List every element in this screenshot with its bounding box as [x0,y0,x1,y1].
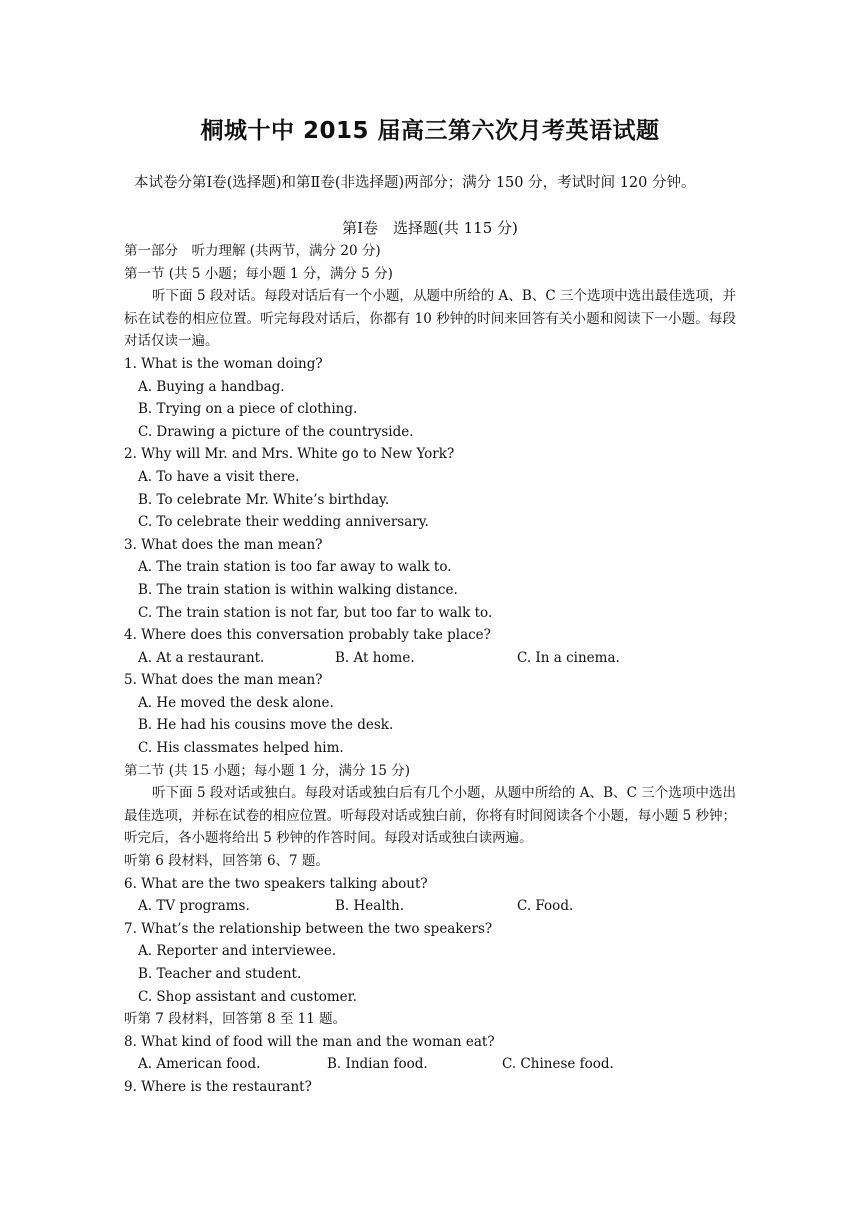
section-one-instructions: 听下面 5 段对话。每段对话后有一个小题，从题中所给的 A、B、C 三个选项中选出最佳选项，并标在试卷的相应位置。听完每段对话后，你都有 10 秒钟的时间来回答有关小题和阅读下一小题。每段对话仅读一遍。 [124,288,736,350]
question-6-option-b: B. Health. [335,898,405,915]
question-1-option-a: A. Buying a handbag. [138,378,285,395]
part-heading: 第一部分 听力理解 (共两节，满分 20 分) [124,243,381,259]
question-3-option-a: A. The train station is too far away to walk to. [138,559,452,576]
question-4-options [124,647,736,670]
question-7-stem: 7. What’s the relationship between the two speakers? [124,920,493,937]
question-3-stem: 3. What does the man mean? [124,536,323,553]
question-5-option-b: B. He had his cousins move the desk. [138,717,394,734]
question-5-option-a: A. He moved the desk alone. [138,694,334,711]
question-8-options [124,1053,736,1076]
question-7-option-b: B. Teacher and student. [138,966,302,982]
question-8-option-a: A. American food. [138,1056,261,1073]
question-2-option-b: B. To celebrate Mr. White’s birthday. [138,491,390,508]
question-1-option-c: C. Drawing a picture of the countryside. [138,423,414,440]
exam-intro: 本试卷分第Ⅰ卷(选择题)和第Ⅱ卷(非选择题)两部分；满分 150 分，考试时间 120 分钟。 [134,175,696,191]
question-3-option-c: C. The train station is not far, but too far to walk to. [138,604,493,621]
question-5-stem: 5. What does the man mean? [124,672,323,689]
question-7-option-c: C. Shop assistant and customer. [138,988,357,1005]
question-3-option-b: B. The train station is within walking distance. [138,581,458,598]
section-two-heading: 第二节 (共 15 小题；每小题 1 分，满分 15 分) [124,762,411,779]
question-6-option-a: A. TV programs. [138,898,250,915]
question-5-option-c: C. His classmates helped him. [138,740,344,757]
material-7-note: 听第 7 段材料，回答第 8 至 11 题。 [124,1011,347,1028]
question-9-stem: 9. Where is the restaurant? [124,1078,312,1095]
question-6-option-c: C. Food. [517,898,574,915]
question-4-stem: 4. Where does this conversation probably take place? [124,627,491,644]
question-8-stem: 8. What kind of food will the man and the woman eat? [124,1033,495,1050]
question-8-option-b: B. Indian food. [327,1056,428,1073]
question-2-option-a: A. To have a visit there. [138,468,300,485]
part-one-title: 第Ⅰ卷 选择题(共 115 分) [342,219,518,237]
question-6-options [124,895,736,918]
question-2-option-c: C. To celebrate their wedding anniversary. [138,514,429,531]
section-one-heading: 第一节 (共 5 小题；每小题 1 分，满分 5 分) [124,265,393,282]
exam-body [124,240,736,1099]
question-8-option-c: C. Chinese food. [502,1056,614,1073]
question-4-option-a: A. At a restaurant. [138,649,265,666]
question-7-option-a: A. Reporter and interviewee. [138,943,337,960]
exam-title: 桐城十中 2015 届高三第六次月考英语试题 [200,118,660,144]
question-4-option-b: B. At home. [335,649,415,666]
material-6-note: 听第 6 段材料，回答第 6、7 题。 [124,853,329,870]
question-6-stem: 6. What are the two speakers talking about? [124,875,428,892]
question-1-stem: 1. What is the woman doing? [124,355,323,372]
question-2-stem: 2. Why will Mr. and Mrs. White go to New York? [124,446,455,463]
question-1-option-b: B. Trying on a piece of clothing. [138,401,358,418]
section-two-instructions: 听下面 5 段对话或独白。每段对话或独白后有几个小题，从题中所给的 A、B、C 三个选项中选出最佳选项，并标在试卷的相应位置。听每段对话或独白前，你将有时间阅读各个小题，每小题 5 秒钟；听完后，各小题将给出 5 秒钟的作答时间。每段对话或独白读两遍。 [124,785,736,847]
question-4-option-c: C. In a cinema. [517,649,620,666]
